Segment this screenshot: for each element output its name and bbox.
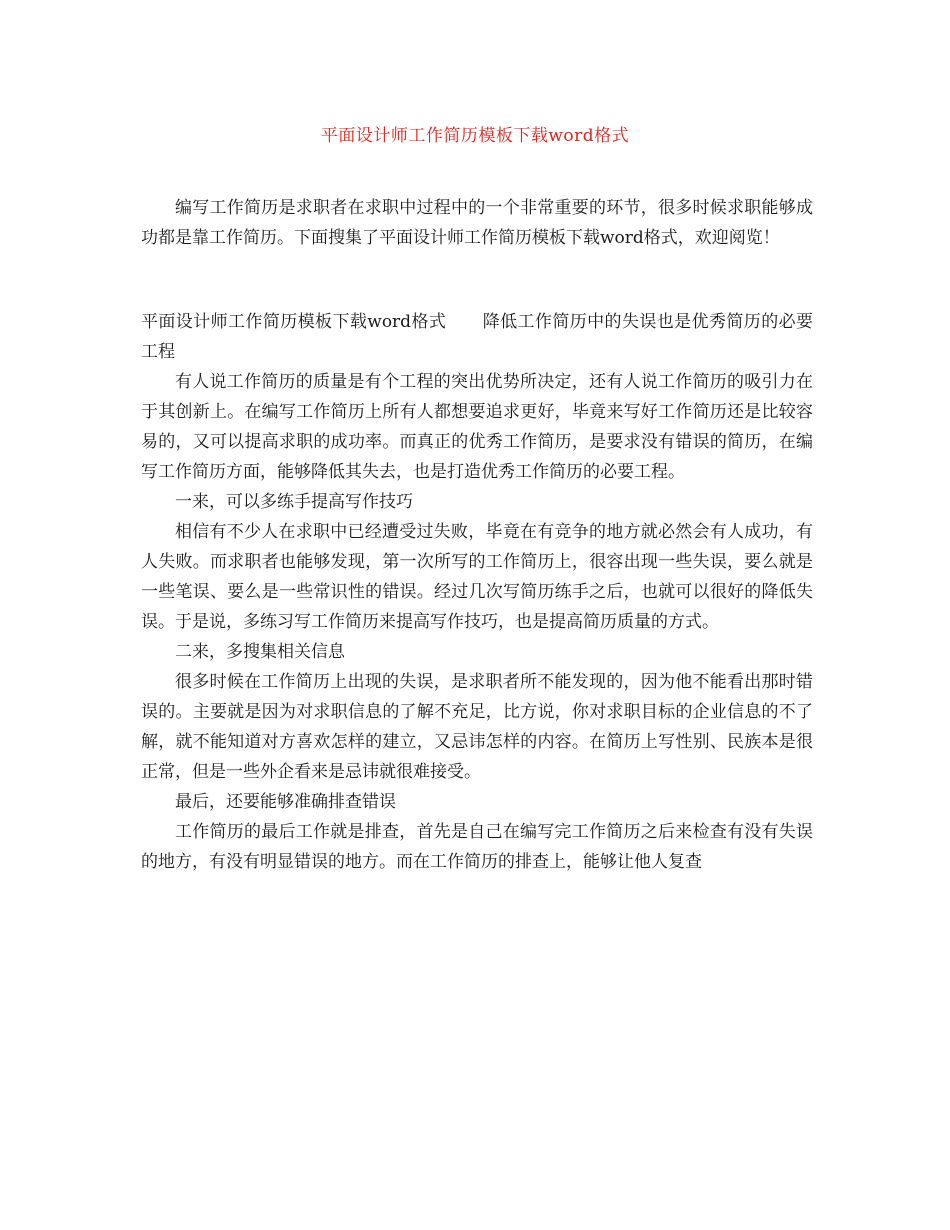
body-paragraph: 相信有不少人在求职中已经遭受过失败，毕竟在有竞争的地方就必然会有人成功，有人失败。而求职者也能够发现，第一次所写的工作简历上，很容出现一些失误，要么就是一些笔误、要么是一些常识性的错误。经过几次写简历练手之后，也就可以很好的降低失误。于是说，多练习写工作简历来提高写作技巧，也是提高简历质量的方式。 [141,522,813,632]
section-heading [141,307,813,367]
document-body [141,193,813,877]
subheading-check-errors: 最后，还要能够准确排查错误 [175,792,396,812]
subheading-practice: 一来，可以多练手提高写作技巧 [175,492,413,512]
document-title: 平面设计师工作简历模板下载word格式 [320,126,630,146]
body-paragraph: 有人说工作简历的质量是有个工程的突出优势所决定，还有人说工作简历的吸引力在于其创新上。在编写工作简历上所有人都想要追求更好，毕竟来写好工作简历还是比较容易的，又可以提高求职的成功率。而真正的优秀工作简历，是要求没有错误的简历，在编写工作简历方面，能够降低其失去，也是打造优秀工作简历的必要工程。 [141,372,813,482]
body-paragraph: 工作简历的最后工作就是排查，首先是自己在编写完工作简历之后来检查有没有失误的地方，有没有明显错误的地方。而在工作简历的排查上，能够让他人复查 [141,822,813,872]
section-title: 降低工作简历中的失误也是优秀简历的必要工程 [141,312,814,362]
body-paragraph: 很多时候在工作简历上出现的失误，是求职者所不能发现的，因为他不能看出那时错误的。主要就是因为对求职信息的了解不充足，比方说，你对求职目标的企业信息的不了解，就不能知道对方喜欢怎样的建立，又忌讳怎样的内容。在简历上写性别、民族本是很正常，但是一些外企看来是忌讳就很难接受。 [141,672,813,782]
subheading-collect-info: 二来，多搜集相关信息 [175,642,345,662]
section-prefix: 平面设计师工作简历模板下载word格式 [141,312,447,332]
intro-paragraph: 编写工作简历是求职者在求职中过程中的一个非常重要的环节，很多时候求职能够成功都是靠工作简历。下面搜集了平面设计师工作简历模板下载word格式，欢迎阅览！ [141,198,813,248]
